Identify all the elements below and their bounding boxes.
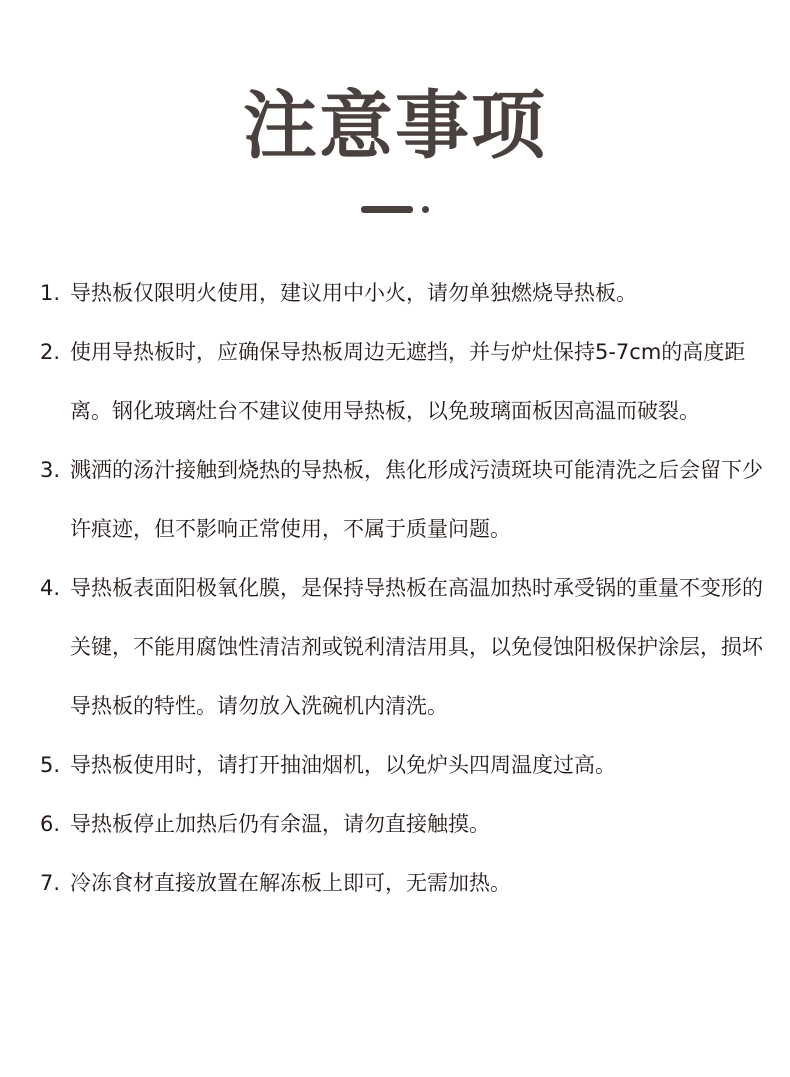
note-number: 1. [40,281,61,305]
note-number: 4. [40,576,61,600]
note-item-4 [40,559,764,736]
note-item-5 [40,736,764,795]
note-text: 溅洒的汤汁接触到烧热的导热板，焦化形成污渍斑块可能清洗之后会留下少许痕迹，但不影响正常使用，不属于质量问题。 [70,458,763,541]
note-item-7 [40,854,764,913]
note-number: 2. [40,340,61,364]
note-text: 导热板仅限明火使用，建议用中小火，请勿单独燃烧导热板。 [70,281,637,305]
note-text: 导热板停止加热后仍有余温，请勿直接触摸。 [70,812,490,836]
note-number: 3. [40,458,61,482]
notes-list [40,264,764,913]
note-number: 6. [40,812,61,836]
divider-dot [422,206,429,213]
note-number: 7. [40,871,61,895]
page-title: 注意事项 [243,83,547,169]
note-item-6 [40,795,764,854]
note-text: 使用导热板时，应确保导热板周边无遮挡，并与炉灶保持5-7cm的高度距离。钢化玻璃灶台不建议使用导热板，以免玻璃面板因高温而破裂。 [70,340,746,423]
note-text: 冷冻食材直接放置在解冻板上即可，无需加热。 [70,871,511,895]
note-text: 导热板表面阳极氧化膜，是保持导热板在高温加热时承受锅的重量不变形的关键，不能用腐蚀性清洁剂或锐利清洁用具，以免侵蚀阳极保护涂层，损坏导热板的特性。请勿放入洗碗机内清洗。 [70,576,763,718]
note-item-2 [40,323,764,441]
note-number: 5. [40,753,61,777]
note-item-3 [40,441,764,559]
note-item-1 [40,264,764,323]
note-text: 导热板使用时，请打开抽油烟机，以免炉头四周温度过高。 [70,753,616,777]
divider-bar [361,206,413,213]
title-divider [361,206,433,214]
